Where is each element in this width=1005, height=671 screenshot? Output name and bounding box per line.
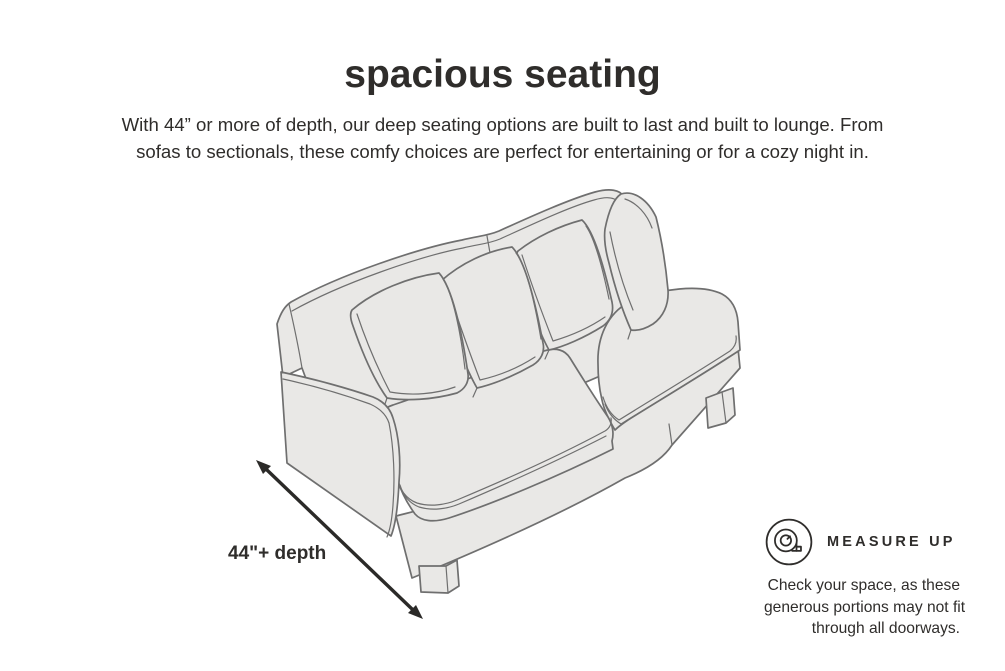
measure-up-label: MEASURE UP [827,534,956,550]
measure-up-note-line-1: Check your space, as these [767,577,960,594]
measure-up-note-line-2: generous portions may not fit [764,598,966,616]
description-line-1: With 44” or more of depth, our deep seating options are built to last and built to lounge. From [121,114,884,135]
measure-up-header [764,517,960,567]
tape-measure-icon [764,517,814,567]
measure-up-callout [764,517,966,640]
depth-dimension-label: 44"+ depth [228,543,327,564]
page-title: spacious seating [344,53,661,96]
description-line-2: sofas to sectionals, these comfy choices are perfect for entertaining or for a cozy night in. [136,140,869,162]
measure-up-note [764,575,966,640]
measure-up-note-line-3: through all doorways. [811,620,960,637]
